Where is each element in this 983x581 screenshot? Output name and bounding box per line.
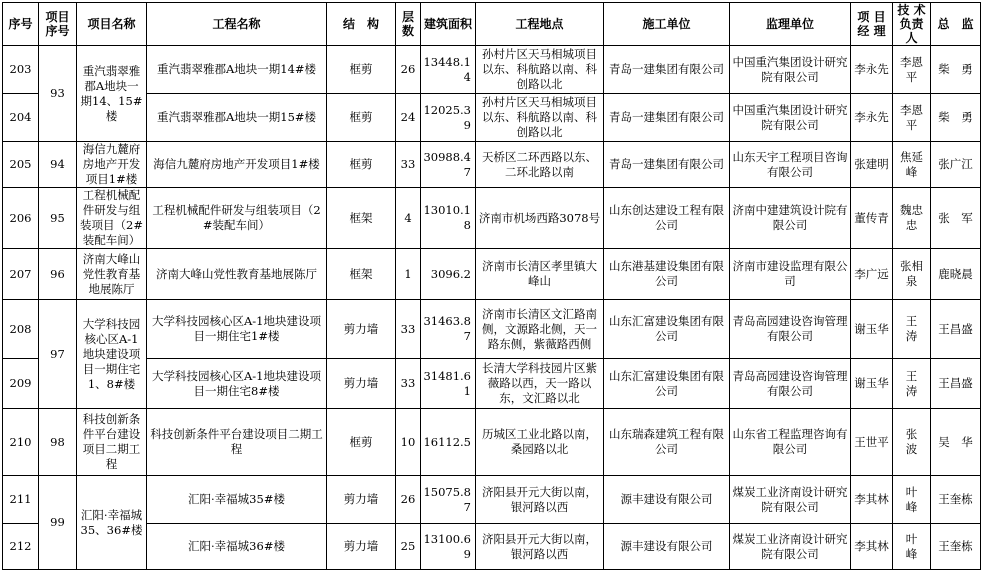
cell-floors: 26 (396, 476, 421, 524)
cell-location: 济阳县开元大街以南，银河路以西 (476, 524, 604, 570)
cell-area: 15075.87 (421, 476, 476, 524)
header-row (3, 3, 981, 46)
cell-structure: 框架 (327, 249, 396, 300)
cell-engineering-name: 汇阳·幸福城35#楼 (147, 476, 327, 524)
cell-area: 30988.47 (421, 142, 476, 188)
header-tech-lead: 技 术负责人 (893, 3, 931, 46)
cell-project-manager: 董传青 (851, 188, 893, 249)
cell-area: 13448.14 (421, 46, 476, 94)
cell-chief-supervisor: 柴 勇 (931, 94, 981, 142)
cell-project-name: 汇阳·幸福城35、36#楼 (77, 476, 147, 570)
cell-project-seq: 99 (39, 476, 77, 570)
cell-project-name: 工程机械配件研发与组装项目（2#装配车间） (77, 188, 147, 249)
cell-supervisor: 济南中建建筑设计院有限公司 (730, 188, 851, 249)
cell-seq: 207 (3, 249, 39, 300)
header-area: 建筑面积 (421, 3, 476, 46)
cell-builder: 青岛一建集团有限公司 (604, 142, 730, 188)
cell-chief-supervisor: 王昌盛 (931, 300, 981, 359)
cell-location: 济阳县开元大街以南，银河路以西 (476, 476, 604, 524)
cell-tech-lead: 焦延峰 (893, 142, 931, 188)
cell-seq: 208 (3, 300, 39, 359)
cell-tech-lead: 叶 峰 (893, 476, 931, 524)
cell-chief-supervisor: 吴 华 (931, 409, 981, 476)
cell-project-name: 科技创新条件平台建设项目二期工程 (77, 409, 147, 476)
cell-project-seq: 95 (39, 188, 77, 249)
cell-project-manager: 李广远 (851, 249, 893, 300)
cell-floors: 33 (396, 142, 421, 188)
cell-project-manager: 谢玉华 (851, 359, 893, 409)
cell-engineering-name: 工程机械配件研发与组装项目（2#装配车间） (147, 188, 327, 249)
header-seq: 序号 (3, 3, 39, 46)
header-project-manager: 项 目经 理 (851, 3, 893, 46)
cell-engineering-name: 济南大峰山党性教育基地展陈厅 (147, 249, 327, 300)
cell-project-manager: 张建明 (851, 142, 893, 188)
cell-builder: 山东创达建设工程有限公司 (604, 188, 730, 249)
cell-chief-supervisor: 王奎栋 (931, 476, 981, 524)
cell-tech-lead: 魏忠忠 (893, 188, 931, 249)
header-builder: 施工单位 (604, 3, 730, 46)
cell-area: 31481.61 (421, 359, 476, 409)
cell-supervisor: 山东省工程监理咨询有限公司 (730, 409, 851, 476)
header-structure: 结 构 (327, 3, 396, 46)
cell-structure: 剪力墙 (327, 359, 396, 409)
cell-supervisor: 济南市建设监理有限公司 (730, 249, 851, 300)
cell-supervisor: 煤炭工业济南设计研究院有限公司 (730, 524, 851, 570)
cell-structure: 剪力墙 (327, 300, 396, 359)
cell-project-manager: 李永先 (851, 94, 893, 142)
table-row (3, 359, 981, 409)
cell-area: 12025.39 (421, 94, 476, 142)
header-engineering-name: 工程名称 (147, 3, 327, 46)
cell-engineering-name: 科技创新条件平台建设项目二期工程 (147, 409, 327, 476)
cell-structure: 框架 (327, 188, 396, 249)
cell-engineering-name: 重汽翡翠雅郡A地块一期15#楼 (147, 94, 327, 142)
cell-tech-lead: 李恩平 (893, 94, 931, 142)
cell-project-name: 大学科技园核心区A-1地块建设项目一期住宅1、8#楼 (77, 300, 147, 409)
cell-chief-supervisor: 柴 勇 (931, 46, 981, 94)
cell-seq: 211 (3, 476, 39, 524)
cell-floors: 33 (396, 300, 421, 359)
cell-builder: 源丰建设有限公司 (604, 524, 730, 570)
table-row (3, 188, 981, 249)
cell-project-manager: 李永先 (851, 46, 893, 94)
cell-project-seq: 94 (39, 142, 77, 188)
cell-seq: 209 (3, 359, 39, 409)
cell-location: 济南市长清区孝里镇大峰山 (476, 249, 604, 300)
cell-tech-lead: 李恩平 (893, 46, 931, 94)
cell-project-manager: 谢玉华 (851, 300, 893, 359)
table-row (3, 249, 981, 300)
cell-chief-supervisor: 王昌盛 (931, 359, 981, 409)
cell-structure: 框剪 (327, 94, 396, 142)
cell-area: 16112.5 (421, 409, 476, 476)
cell-seq: 206 (3, 188, 39, 249)
cell-chief-supervisor: 张 军 (931, 188, 981, 249)
header-supervisor: 监理单位 (730, 3, 851, 46)
cell-floors: 25 (396, 524, 421, 570)
cell-builder: 青岛一建集团有限公司 (604, 46, 730, 94)
cell-supervisor: 中国重汽集团设计研究院有限公司 (730, 94, 851, 142)
table-row (3, 476, 981, 524)
cell-structure: 框剪 (327, 409, 396, 476)
cell-project-seq: 97 (39, 300, 77, 409)
cell-floors: 4 (396, 188, 421, 249)
cell-builder: 山东汇富建设集团有限公司 (604, 359, 730, 409)
cell-builder: 山东港基建设集团有限公司 (604, 249, 730, 300)
cell-engineering-name: 大学科技园核心区A-1地块建设项目一期住宅1#楼 (147, 300, 327, 359)
header-project-seq: 项目序号 (39, 3, 77, 46)
cell-area: 31463.87 (421, 300, 476, 359)
cell-engineering-name: 重汽翡翠雅郡A地块一期14#楼 (147, 46, 327, 94)
cell-tech-lead: 张相泉 (893, 249, 931, 300)
cell-project-seq: 93 (39, 46, 77, 142)
cell-engineering-name: 汇阳·幸福城36#楼 (147, 524, 327, 570)
cell-supervisor: 青岛高园建设咨询管理有限公司 (730, 359, 851, 409)
cell-project-manager: 王世平 (851, 409, 893, 476)
header-chief-supervisor: 总 监 (931, 3, 981, 46)
cell-tech-lead: 张 波 (893, 409, 931, 476)
cell-supervisor: 山东天宇工程项目咨询有限公司 (730, 142, 851, 188)
cell-location: 济南市机场西路3078号 (476, 188, 604, 249)
cell-builder: 源丰建设有限公司 (604, 476, 730, 524)
header-floors: 层数 (396, 3, 421, 46)
table-row (3, 94, 981, 142)
cell-floors: 24 (396, 94, 421, 142)
cell-location: 孙村片区天马相城项目以东、科航路以南、科创路以北 (476, 94, 604, 142)
cell-location: 历城区工业北路以南，桑园路以北 (476, 409, 604, 476)
table-row (3, 300, 981, 359)
cell-builder: 青岛一建集团有限公司 (604, 94, 730, 142)
cell-structure: 框剪 (327, 46, 396, 94)
cell-chief-supervisor: 鹿晓晨 (931, 249, 981, 300)
cell-seq: 203 (3, 46, 39, 94)
cell-floors: 33 (396, 359, 421, 409)
cell-tech-lead: 王 涛 (893, 359, 931, 409)
table-row (3, 409, 981, 476)
cell-builder: 山东瑞森建筑工程有限公司 (604, 409, 730, 476)
cell-supervisor: 青岛高园建设咨询管理有限公司 (730, 300, 851, 359)
cell-seq: 210 (3, 409, 39, 476)
cell-engineering-name: 海信九麓府房地产开发项目1#楼 (147, 142, 327, 188)
cell-tech-lead: 叶 峰 (893, 524, 931, 570)
cell-area: 13010.18 (421, 188, 476, 249)
cell-project-name: 重汽翡翠雅郡A地块一期14、15#楼 (77, 46, 147, 142)
cell-area: 3096.2 (421, 249, 476, 300)
cell-project-name: 海信九麓府房地产开发项目1#楼 (77, 142, 147, 188)
cell-builder: 山东汇富建设集团有限公司 (604, 300, 730, 359)
cell-seq: 204 (3, 94, 39, 142)
cell-project-seq: 98 (39, 409, 77, 476)
cell-seq: 205 (3, 142, 39, 188)
cell-location: 济南市长清区文汇路南侧，文源路北侧，天一路东侧，紫薇路西侧 (476, 300, 604, 359)
cell-chief-supervisor: 张广江 (931, 142, 981, 188)
cell-supervisor: 煤炭工业济南设计研究院有限公司 (730, 476, 851, 524)
cell-floors: 1 (396, 249, 421, 300)
header-location: 工程地点 (476, 3, 604, 46)
cell-project-name: 济南大峰山党性教育基地展陈厅 (77, 249, 147, 300)
cell-seq: 212 (3, 524, 39, 570)
cell-structure: 剪力墙 (327, 476, 396, 524)
cell-project-manager: 李其林 (851, 524, 893, 570)
cell-area: 13100.69 (421, 524, 476, 570)
table-row (3, 46, 981, 94)
cell-location: 长清大学科技园片区紫薇路以西，天一路以东，文汇路以北 (476, 359, 604, 409)
cell-floors: 26 (396, 46, 421, 94)
cell-structure: 框剪 (327, 142, 396, 188)
project-table (2, 2, 981, 570)
table-row (3, 142, 981, 188)
cell-floors: 10 (396, 409, 421, 476)
cell-project-manager: 李其林 (851, 476, 893, 524)
cell-project-seq: 96 (39, 249, 77, 300)
cell-structure: 剪力墙 (327, 524, 396, 570)
header-project-name: 项目名称 (77, 3, 147, 46)
table-row (3, 524, 981, 570)
cell-location: 天桥区二环西路以东、二环北路以南 (476, 142, 604, 188)
cell-chief-supervisor: 王奎栋 (931, 524, 981, 570)
cell-location: 孙村片区天马相城项目以东、科航路以南、科创路以北 (476, 46, 604, 94)
cell-tech-lead: 王 涛 (893, 300, 931, 359)
cell-supervisor: 中国重汽集团设计研究院有限公司 (730, 46, 851, 94)
cell-engineering-name: 大学科技园核心区A-1地块建设项目一期住宅8#楼 (147, 359, 327, 409)
